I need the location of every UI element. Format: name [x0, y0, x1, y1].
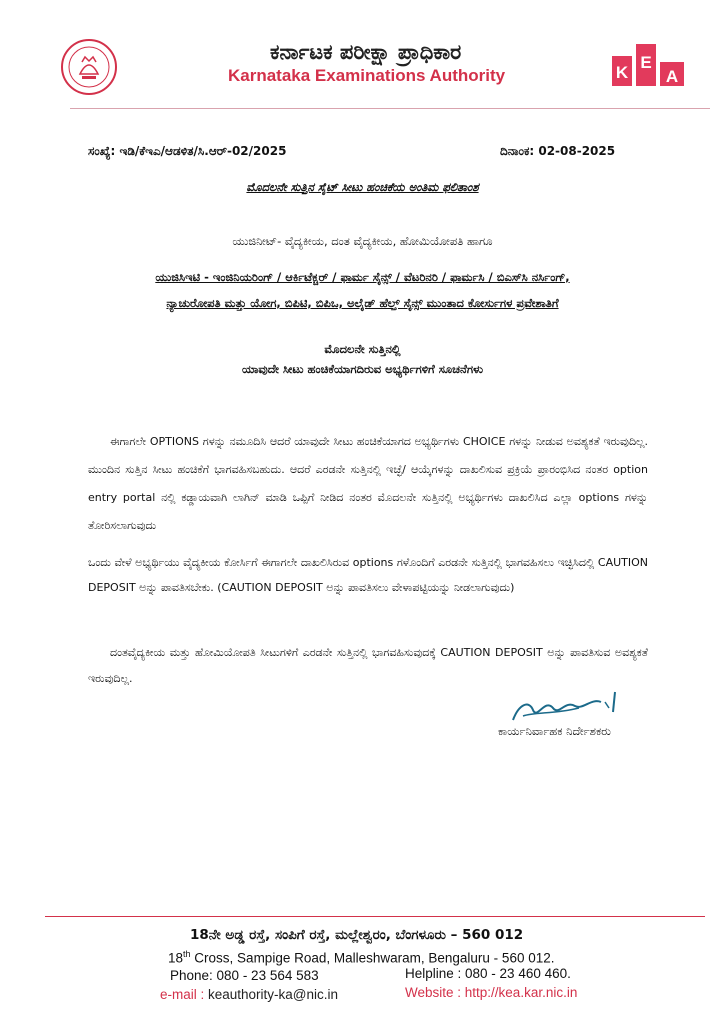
paragraph-3-text: ದಂತವೈದ್ಯಕೀಯ ಮತ್ತು ಹೋಮಿಯೋಪತಿ ಸೀಟುಗಳಿಗೆ ಎರಡನೇ ಸುತ್ತಿನಲ್ಲಿ ಭಾಗವಹಿಸುವುದಕ್ಕೆ CAUTION DEPOSIT ಅನ್ನು ಪಾವತಿಸುವ ಅವಶ್ಯಕತೆ ಇರುವುದಿಲ್ಲ. — [88, 646, 648, 685]
footer-helpline: Helpline : 080 - 23 460 460. — [405, 966, 571, 981]
reference-number: ಸಂಖ್ಯೆ: ಇಡಿ/ಕೆಇಎ/ಆಡಳಿತ/ಸಿ.ಆರ್-02/2025 — [88, 144, 287, 158]
website-link[interactable]: http://kea.kar.nic.in — [464, 985, 578, 1000]
website-label: Website : — [405, 985, 465, 1000]
intro-line-2 — [0, 270, 725, 285]
email-link[interactable]: keauthority-ka@nic.in — [208, 987, 339, 1002]
round-heading-2: ಯಾವುದೇ ಸೀಟು ಹಂಚಿಕೆಯಾಗದಿರುವ ಅಭ್ಯರ್ಥಿಗಳಿಗೆ ಸೂಚನೆಗಳು — [242, 362, 483, 376]
intro-line-2-text: ಯುಜಿಸಿಇಟಿ - ಇಂಜಿನಿಯರಿಂಗ್ / ಆರ್ಕಿಟೆಕ್ಚರ್ / ಫಾರ್ಮ ಸೈನ್ಸ್ / ವೆಟರಿನರಿ / ಫಾರ್ಮಸಿ / ಬಿಎಸ್‌ಸಿ ನರ್ಸಿಂಗ್, — [155, 270, 570, 284]
logo-letter-a: A — [665, 67, 679, 86]
round-heading-1: ಮೊದಲನೇ ಸುತ್ತಿನಲ್ಲಿ — [324, 342, 401, 356]
authority-title-kannada: ಕರ್ನಾಟಕ ಪರೀಕ್ಷಾ ಪ್ರಾಧಿಕಾರ — [270, 40, 462, 64]
instruction-paragraph-2 — [88, 550, 648, 600]
footer-address-kannada: 18ನೇ ಅಡ್ಡ ರಸ್ತೆ, ಸಂಪಿಗೆ ರಸ್ತೆ, ಮಲ್ಲೇಶ್ವರಂ, ಬೆಂಗಳೂರು – 560 012 — [190, 927, 524, 943]
header-divider — [70, 108, 710, 109]
intro-line-3-text: ನ್ಯಾಚುರೋಪತಿ ಮತ್ತು ಯೋಗ, ಬಿಪಿಟಿ, ಬಿಪಿಒ, ಅಲೈಡ್ ಹೆಲ್ತ್ ಸೈನ್ಸ್ ಮುಂತಾದ ಕೋರ್ಸುಗಳ ಪ್ರವೇಶಾತಿಗೆ — [166, 296, 559, 310]
logo-letter-e: E — [640, 53, 652, 72]
paragraph-2-text: ಒಂದು ವೇಳೆ ಅಭ್ಯರ್ಥಿಯು ವೈದ್ಯಕೀಯ ಕೋರ್ಸಿಗೆ ಈಗಾಗಲೇ ದಾಖಲಿಸಿರುವ options ಗಳೊಂದಿಗೆ ಎರಡನೇ ಸುತ್ತಿನಲ್ಲಿ ಭಾಗವಹಿಸಲು ಇಚ್ಛಿಸಿದಲ್ಲಿ CAUTION DEPOSIT ಅನ್ನು ಪಾವತಿಸಬೇಕು. (CAUTION DEPOSIT ಅನ್ನು ಪಾವತಿಸಲು ವೇಳಾಪಟ್ಟಿಯನ್ನು ನೀಡಲಾಗುವುದು) — [88, 556, 648, 594]
instruction-paragraph-1 — [88, 428, 648, 540]
authority-title-english: Karnataka Examinations Authority — [228, 66, 506, 85]
address-number: 18 — [168, 950, 184, 966]
email-label: e-mail : — [160, 987, 209, 1002]
subject-text: ಮೊದಲನೇ ಸುತ್ತಿನ ಸೈಟ್ ಸೀಟು ಹಂಚಿಕೆಯ ಅಂತಿಮ ಫಲಿತಾಂಶ — [246, 180, 479, 194]
instruction-paragraph-3 — [88, 640, 648, 692]
footer-email — [160, 987, 338, 1002]
document-date: ದಿನಾಂಕ: 02-08-2025 — [500, 144, 616, 158]
paragraph-1-text: ಈಗಾಗಲೇ OPTIONS ಗಳನ್ನು ನಮೂದಿಸಿ ಆದರೆ ಯಾವುದೇ ಸೀಟು ಹಂಚಿಕೆಯಾಗದ ಅಭ್ಯರ್ಥಿಗಳು CHOICE ಗಳನ್ನು ನೀಡುವ ಅವಶ್ಯಕತೆ ಇರುವುದಿಲ್ಲ. ಮುಂದಿನ ಸುತ್ತಿನ ಸೀಟು ಹಂಚಿಕೆಗೆ ಭಾಗವಹಿಸಬಹುದು. ಆದರೆ ಎರಡನೇ ಸುತ್ತಿನಲ್ಲಿ ಇಚ್ಛೆ/ ಆಯ್ಕೆಗಳನ್ನು ದಾಖಲಿಸುವ ಪ್ರಕ್ರಿಯೆ ಪ್ರಾರಂಭಿಸಿದ ನಂತರ option entry portal ನಲ್ಲಿ ಕಡ್ಡಾಯವಾಗಿ ಲಾಗಿನ್ ಮಾಡಿ ಒಪ್ಪಿಗೆ ನೀಡಿದ ನಂತರ ಮೊದಲನೇ ಸುತ್ತಿನಲ್ಲಿ ಅಭ್ಯರ್ಥಿಗಳು ದಾಖಲಿಸಿದ ಎಲ್ಲಾ options ಗಳನ್ನು ತೋರಿಸಲಾಗುವುದು — [88, 435, 648, 532]
kea-logo — [612, 40, 684, 86]
logo-letter-k: K — [615, 63, 629, 82]
footer-website — [405, 985, 577, 1000]
footer-phone: Phone: 080 - 23 564 583 — [170, 968, 319, 983]
footer-divider — [45, 916, 705, 917]
subject-heading — [0, 180, 725, 195]
address-rest: Cross, Sampige Road, Malleshwaram, Bengaluru - 560 012. — [190, 950, 555, 966]
kea-seal-emblem — [60, 38, 118, 96]
footer-address-english — [168, 949, 554, 966]
intro-line-1: ಯುಜಿನೀಟ್- ವೈದ್ಯಕೀಯ, ದಂತ ವೈದ್ಯಕೀಯ, ಹೋಮಿಯೋಪತಿ ಹಾಗೂ — [232, 234, 493, 248]
address-ordinal-suffix: th — [183, 949, 191, 959]
intro-line-3 — [0, 296, 725, 311]
signatory-title: ಕಾರ್ಯನಿರ್ವಾಹಕ ನಿರ್ದೇಶಕರು — [498, 724, 611, 738]
